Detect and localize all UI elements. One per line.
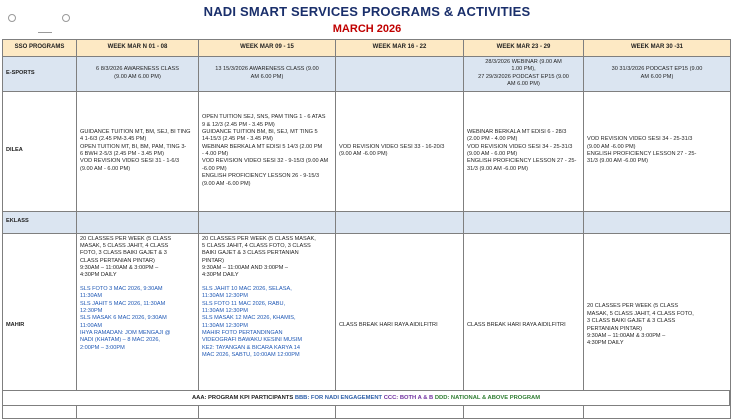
cell-esports-week-2 bbox=[199, 57, 336, 92]
cell-line: 11:00AM bbox=[80, 322, 102, 329]
cell-line: 4:30PM DAILY bbox=[202, 272, 239, 279]
table-header-row bbox=[3, 40, 731, 57]
cell-line: 5 CLASS JAHIT, 4 CLASS FOTO, 3 CLASS bbox=[202, 242, 311, 249]
cell-line: 3 CLASS BAIKI GAJET & 3 CLASS bbox=[587, 318, 676, 325]
cell-line: NADI (KHATAM) – 8 MAC 2026, bbox=[80, 337, 160, 344]
cell-line: SLS JAHIT 5 MAC 2026, 11:30AM bbox=[80, 300, 166, 307]
cell-eklass-week-4 bbox=[464, 211, 584, 233]
cell-eklass-week-2 bbox=[199, 211, 336, 233]
page-subtitle: MARCH 2026 bbox=[332, 23, 402, 35]
header-week-5: WEEK MAR 30 -31 bbox=[584, 40, 731, 57]
cell-line: ENGLISH PROFICIENCY LESSON 26 - 9-15/3 bbox=[202, 173, 320, 180]
legend-bbb: BBB: FOR NADI ENGAGEMENT bbox=[294, 395, 383, 401]
cell-line: (2.00 PM - 4.00 PM) bbox=[467, 136, 518, 143]
cell-esports-week-1 bbox=[77, 57, 199, 92]
cell-line: GUIDANCE TUITION MT, BM, SEJ, BI TING bbox=[80, 128, 191, 135]
cell-line: VOD REVISION VIDEO SESI 32 - 9-15/3 (9.00 AM bbox=[202, 158, 329, 165]
cell-line: 6 BWH 2-5/3 (2.45 PM - 3.45 PM) bbox=[80, 151, 164, 157]
row-label-mahir: MAHIR bbox=[3, 233, 77, 418]
cell-line: 31/3 (9.00 AM -6.00 PM) bbox=[587, 158, 648, 165]
cell-esports-week-5 bbox=[584, 57, 731, 92]
cell-line: 14-15/3 (2.45 PM - 3.45 PM) bbox=[202, 136, 273, 143]
cell-line: FOTO, 3 CLASS BAIKI GAJET & 3 bbox=[80, 250, 167, 257]
cell-line: MASAK, 5 CLASS JAHIT, 4 CLASS bbox=[80, 242, 169, 249]
cell-line: MASAK, 5 CLASS JAHIT, 4 CLASS FOTO, bbox=[587, 310, 694, 317]
programs-table bbox=[2, 39, 731, 419]
cell-dilea-week-4 bbox=[464, 91, 584, 211]
cell-line: 11:30AM 12:30PM bbox=[202, 307, 248, 314]
cell-line: VIDEOGRAFI BAWAKU KESINI MUSIM bbox=[202, 337, 302, 344]
header-sso-programs: SSO PROGRAMS bbox=[3, 40, 77, 57]
row-label-eklass: EKLASS bbox=[3, 211, 77, 233]
cell-line: OPEN TUITION MT, BI, BM, PAM, TING 3- bbox=[80, 143, 187, 150]
cell-line: 13 15/3/2026 AWARENESS CLASS (9.00 bbox=[215, 66, 319, 73]
cell-line: WEBINAR BERKALA MT EDISI 5 14/3 (2.00 PM bbox=[202, 143, 323, 150]
legend-aaa: AAA: PROGRAM KPI PARTICIPANTS bbox=[191, 395, 294, 401]
cell-line: PINTAR) bbox=[202, 257, 224, 264]
cell-line: GUIDANCE TUITION BM, BI, SEJ, MT TING 5 bbox=[202, 128, 318, 135]
cell-mahir-week-3: CLASS BREAK HARI RAYA AIDILFITRI bbox=[336, 233, 464, 418]
cell-line: (9.00 AM -6.00 PM) bbox=[339, 151, 388, 157]
cell-line: SLS MASAK 12 MAC 2026, KHAMIS, bbox=[202, 315, 296, 322]
cell-line: ENGLISH PROFICIENCY LESSON 27 - 25- bbox=[587, 151, 697, 157]
cell-line: PERTANIAN PINTAR) bbox=[587, 325, 643, 332]
cell-line: 4:30PM DAILY bbox=[80, 272, 117, 279]
cell-line: (9.00 AM - 6.00 PM) bbox=[80, 165, 131, 172]
cell-dilea-week-3 bbox=[336, 91, 464, 211]
cell-line: 4 1-6/3 (2.45 PM-3.45 PM) bbox=[80, 136, 147, 143]
cell-line: BAIKI GAJET & 3 CLASS PERTANIAN bbox=[202, 250, 299, 257]
cell-line: 2:00PM – 3:00PM bbox=[80, 344, 125, 351]
table-row-eklass bbox=[3, 211, 731, 233]
cell-line: (9.00 AM -6.00 PM) bbox=[587, 143, 636, 150]
cell-line: VOD REVISION VIDEO SESI 31 - 1-6/3 bbox=[80, 158, 180, 165]
cell-line: 11:30AM 12:30PM bbox=[202, 322, 248, 329]
cell-line: OPEN TUITION SEJ, SNS, PAM TING 1 - 6 ATAS bbox=[202, 114, 326, 121]
table-row-esports bbox=[3, 57, 731, 92]
cell-line: 11:30AM bbox=[80, 293, 102, 300]
header-week-4: WEEK MAR 23 - 29 bbox=[464, 40, 584, 57]
cell-line: VOD REVISION VIDEO SESI 34 - 25-31/3 bbox=[467, 143, 573, 150]
legend-ddd: DDD: NATIONAL & ABOVE PROGRAM bbox=[434, 395, 541, 401]
legend-ccc: CCC: BOTH A & B bbox=[383, 395, 434, 401]
cell-line: 9:30AM – 11:00AM AND 3:00PM – bbox=[202, 265, 289, 271]
cell-line: 9 & 12/3 (2.45 PM - 3.45 PM) bbox=[202, 121, 275, 128]
cell-line: 28/3/2026 WEBINAR (9.00 AM bbox=[485, 59, 562, 65]
header-week-2: WEEK MAR 09 - 15 bbox=[199, 40, 336, 57]
cell-line: CLASS PERTANIAN PINTAR) bbox=[80, 257, 155, 264]
table-row-dilea bbox=[3, 91, 731, 211]
cell-line: AM 6.00 PM) bbox=[640, 73, 674, 80]
header-week-1: WEEK MAR N 01 - 08 bbox=[77, 40, 199, 57]
cell-line: SLS MASAK 6 MAC 2026, 9:30AM bbox=[80, 315, 167, 322]
cell-line: WEBINAR BERKALA MT EDISI 6 - 28/3 bbox=[467, 128, 567, 135]
cell-mahir-week-4: CLASS BREAK HARI RAYA AIDILFITRI bbox=[464, 233, 584, 418]
cell-line: 30 31/3/2026 PODCAST EP15 (9.00 bbox=[611, 66, 703, 73]
cell-line: 20 CLASSES PER WEEK (5 CLASS bbox=[587, 303, 679, 310]
row-label-dilea: DILEA bbox=[3, 91, 77, 211]
cell-line: 11:30AM 12:30PM bbox=[202, 293, 248, 300]
cell-eklass-week-5 bbox=[584, 211, 731, 233]
cell-esports-week-4 bbox=[464, 57, 584, 92]
cell-dilea-week-2 bbox=[199, 91, 336, 211]
cell-line: -6.00 PM) bbox=[202, 165, 227, 172]
cell-line: AM 6.00 PM) bbox=[250, 73, 284, 80]
cell-line: 31/3 (9.00 AM -6.00 PM) bbox=[467, 165, 528, 172]
cell-line: AM 6.00 PM) bbox=[507, 81, 540, 88]
cell-line: - 4.00 PM) bbox=[202, 151, 229, 157]
cell-line: SLS FOTO 3 MAC 2026, 9:30AM bbox=[80, 285, 163, 292]
cell-line: 20 CLASSES PER WEEK (5 CLASS MASAK, bbox=[202, 235, 316, 242]
cell-line: (9.00 AM 6.00 PM) bbox=[114, 73, 161, 80]
cell-line: IHYA RAMADAN: JOM MENGAJI @ bbox=[80, 330, 171, 336]
cell-line: 9:30AM – 11:00AM & 3:00PM – bbox=[587, 332, 666, 339]
cell-line: VOD REVISION VIDEO SESI 33 - 16-20/3 bbox=[339, 143, 445, 150]
cell-line: 9:30AM – 11:00AM & 3:00PM – bbox=[80, 265, 159, 271]
cell-line: MAC 2026, SABTU, 10:00AM 12:00PM bbox=[202, 352, 300, 359]
cell-line: 1.00 PM), bbox=[511, 66, 536, 73]
cell-line: (9.00 AM - 6.00 PM) bbox=[467, 151, 518, 157]
cell-esports-week-3 bbox=[336, 57, 464, 92]
cell-line: 12:30PM bbox=[80, 307, 103, 314]
cell-line: MAHIR FOTO PERTANDINGAN bbox=[202, 330, 283, 336]
cell-eklass-week-1 bbox=[77, 211, 199, 233]
cell-line: 6 8/3/2026 AWARENESS CLASS bbox=[96, 66, 179, 73]
row-label-esports: E-SPORTS bbox=[3, 57, 77, 92]
cell-line: (9.00 AM -6.00 PM) bbox=[202, 180, 251, 187]
cell-line: VOD REVISION VIDEO SESI 34 - 25-31/3 bbox=[587, 136, 693, 143]
page-title: NADI SMART SERVICES PROGRAMS & ACTIVITIES bbox=[203, 4, 531, 19]
cell-line: 20 CLASSES PER WEEK (5 CLASS bbox=[80, 235, 172, 242]
cell-dilea-week-5 bbox=[584, 91, 731, 211]
cell-line: ENGLISH PROFICIENCY LESSON 27 - 25- bbox=[467, 158, 577, 165]
cell-line: SLS JAHIT 10 MAC 2026, SELASA, bbox=[202, 285, 292, 292]
cell-dilea-week-1 bbox=[77, 91, 199, 211]
header-week-3: WEEK MAR 16 - 22 bbox=[336, 40, 464, 57]
cell-eklass-week-3 bbox=[336, 211, 464, 233]
cell-line: KE2: TAYANGAN & BICARA KARYA 14 bbox=[202, 344, 300, 351]
cell-line: 27 29/3/2026 PODCAST EP15 (9.00 bbox=[478, 73, 569, 80]
cell-line: 4:30PM DAILY bbox=[587, 340, 624, 347]
legend-footer bbox=[2, 390, 730, 406]
cell-line: SLS FOTO 11 MAC 2026, RABU, bbox=[202, 300, 286, 307]
